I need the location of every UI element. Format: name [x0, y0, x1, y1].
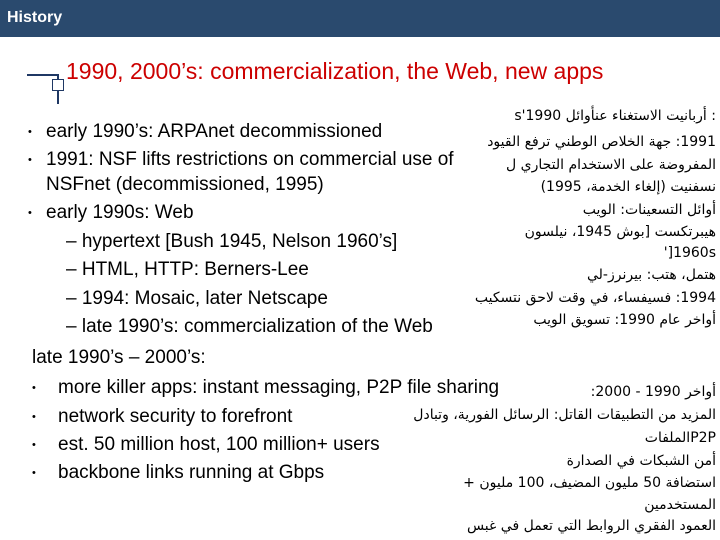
- arabic-line-5: أوائل التسعينات: الويب: [582, 202, 716, 218]
- arabic-line-2: 1991: جهة الخلاص الوطني ترفع القيود: [487, 134, 716, 150]
- arabic-line-13: P2Pالملفات: [644, 430, 716, 446]
- bullet-marker: •: [28, 154, 32, 166]
- arabic-line-12: المزيد من التطبيقات القاتل: الرسائل الفورية، وتبادل: [413, 407, 716, 423]
- english-subline-3: – 1994: Mosaic, later Netscape: [66, 288, 328, 309]
- arabic-line-6: هيبرتكست [بوش 1945، نيلسون: [524, 224, 716, 240]
- arabic-line-10: أواخر عام 1990: تسويق الويب: [533, 312, 716, 328]
- english-line-1: early 1990’s: ARPAnet decommissioned: [46, 121, 383, 142]
- english-line-4: early 1990s: Web: [46, 202, 194, 223]
- bullet-marker: •: [28, 126, 32, 138]
- english-line-5: more killer apps: instant messaging, P2P file sharing: [58, 377, 500, 398]
- arabic-line-16: المستخدمين: [644, 497, 716, 513]
- bullet-marker: •: [32, 439, 36, 451]
- arabic-line-17: العمود الفقري الروابط التي تعمل في غبس: [466, 518, 716, 534]
- bullet-marker: •: [32, 411, 36, 423]
- bullet-marker: •: [32, 382, 36, 394]
- arabic-line-11: أواخر 1990 - 2000:: [590, 384, 716, 400]
- arabic-line-8: هتمل، هتب: بيرنرز-لي: [586, 267, 716, 283]
- english-line-3: NSFnet (decommissioned, 1995): [46, 174, 324, 195]
- arabic-line-7: 1960s[': [663, 245, 716, 261]
- english-line-7: est. 50 million host, 100 million+ users: [58, 434, 380, 455]
- english-line-8: backbone links running at Gbps: [58, 462, 325, 483]
- title-decoration-box: [52, 79, 64, 91]
- english-subline-4: – late 1990’s: commercialization of the Web: [66, 316, 433, 337]
- arabic-line-14: أمن الشبكات في الصدارة: [566, 453, 716, 469]
- arabic-line-9: 1994: فسيفساء، في وقت لاحق نتسكيب: [474, 290, 716, 306]
- title-decoration-line: [27, 74, 59, 76]
- english-section-heading: late 1990’s – 2000’s:: [32, 347, 206, 368]
- header-title: History: [7, 9, 63, 26]
- arabic-line-15: استضافة 50 مليون المضيف، 100 مليون +: [463, 475, 716, 491]
- arabic-line-3: المفروضة على الاستخدام التجاري ل: [505, 157, 716, 173]
- bullet-marker: •: [32, 467, 36, 479]
- arabic-line-1: : أربانيت الاستغناء عنأوائل s'1990: [514, 108, 716, 124]
- header-bar: [0, 0, 720, 37]
- slide-title: 1990, 2000’s: commercialization, the Web, new apps: [66, 58, 604, 84]
- bullet-marker: •: [28, 207, 32, 219]
- english-line-6: network security to forefront: [58, 406, 293, 427]
- english-subline-2: – HTML, HTTP: Berners-Lee: [66, 259, 309, 280]
- english-subline-1: – hypertext [Bush 1945, Nelson 1960’s]: [66, 231, 398, 252]
- english-line-2: 1991: NSF lifts restrictions on commercial use of: [46, 149, 454, 170]
- arabic-line-4: نسفنيت (إلغاء الخدمة، 1995): [540, 179, 716, 195]
